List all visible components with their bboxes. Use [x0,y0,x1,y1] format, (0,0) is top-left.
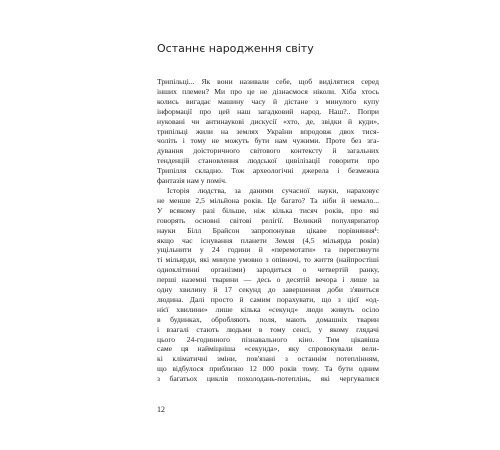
body-line: чоліть і тому не можуть бути нам чужими. Проте без зга- [157,136,379,146]
body-line: з багатьох циклів похолодань-потеплінь, які чергувалися [157,374,379,384]
body-line: говорять основні світові релігії. Великий популяризатор [157,215,379,225]
chapter-title: Останнє народження світу [157,42,314,55]
body-line: фантазія нам у поміч. [157,176,227,186]
body-line: У всякому разі більше, ніж кілька тисяч років, про які [157,205,379,215]
body-line: нієї хвилини» лише кілька «секунд» люди живуть осіло [157,304,379,314]
body-line: в будинках, обробляють поля, мають домашніх тварин [157,314,379,324]
body-line: цього 24-годинного пізнавального кіно. Тим цікавіша [157,334,379,344]
body-line: ущільнити у 24 години й «перемотати» та переглянути [157,245,379,255]
body-line: одну хвилину й 17 секунд до завершення доби з'явиться [157,285,379,295]
body-line: і взагалі стають людьми в тому сенсі, у якому глядачі [157,324,379,334]
body-line: Трипілля складно. Тож археологічні джерела і безмежна [157,166,379,176]
body-line: дування доісторичного світового контексту й загальних [157,146,379,156]
body-line: перші наземні тварини — десь о десятій вечора і лише за [157,275,379,285]
body-line: що відбулося приблизно 12 000 років тому. Та бути одним [157,364,379,374]
body-line: інших племен? Ми про це не дізнаємося ніколи. Хіба хтось [157,86,379,96]
body-line: якщо час існування планети Земля (4,5 мільярда років) [157,235,379,245]
body-line: одноклітинні організми) зародиться о четвертій ранку, [157,265,379,275]
body-line: ті мільярди, які минуле умовно з опівночі, то життя (найпростіші [157,255,379,265]
body-line: Історія людства, за даними сучасної науки, нараховує [167,185,379,195]
body-line: інформації про цей наш загадковий народ. Наш?.. Попри [157,106,379,116]
page-number: 12 [157,405,165,414]
body-line: кі кліматичні зміни, пов'язані з останнім потеплінням, [157,354,379,364]
body-line: саме ця найміцніша «секунда», яку спровокували вели- [157,344,379,354]
body-line: науки Білл Брайсон запропонував цікаве порівняння¹: [157,225,379,235]
body-line: Трипільці... Як вони називали себе, щоб виділятися серед [157,77,379,86]
body-line: людина. Далі просто й самим порахувати, що з цієї «од- [157,294,379,304]
body-line: тенденцій становлення людської цивілізації говорити про [157,156,379,166]
body-text [157,77,379,384]
body-line: не менше 2,5 мільйона років. Це багато? Та ніби й немало... [157,195,379,205]
body-line: трипільці жили на землях України впродовж двох тися- [157,126,379,136]
body-line: нуковані чи антинаукові дискусії «хто, де, звідки й куди», [157,116,379,126]
body-line: колись вигадає машину часу й дістане з минулого купу [157,96,379,106]
